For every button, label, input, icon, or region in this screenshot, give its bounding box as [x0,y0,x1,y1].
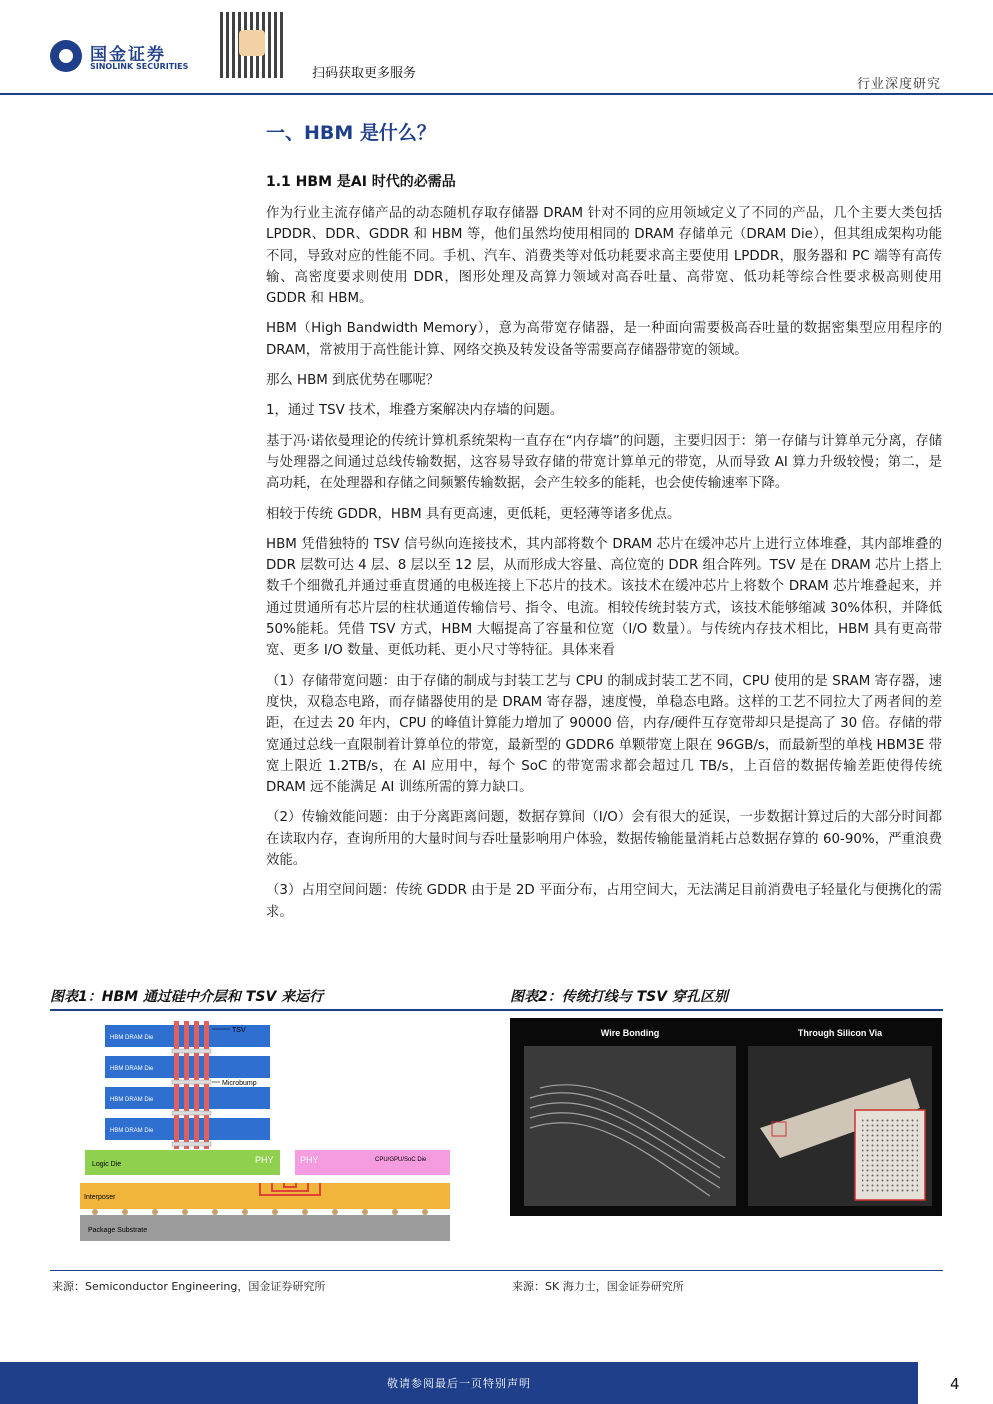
paragraph: 基于冯·诺依曼理论的传统计算机系统架构一直存在“内存墙”的问题，主要归因于：第一存储与计算单元分离，存储与处理器之间通过总线传输数据，这容易导致存储的带宽计算单元的带宽，从而导致 AI 算力升级较慢；第二，是高功耗，在处理器和存储之间频繁传输数据，会产生较多的能耗，也会使传输速率下降。 [266,433,942,492]
tsv-photo-label: Through Silicon Via [797,1028,883,1038]
qr-center-logo-icon [239,30,265,56]
logo-english: SINOLINK SECURITIES [90,62,189,71]
logo-chinese: 国金证券 [90,45,166,65]
tsv-label: TSV [232,1027,246,1034]
report-type: 行业深度研究 [856,77,941,92]
wirebond-tsv-photo [510,1018,942,1216]
paragraph: （3）占用空间问题：传统 GDDR 由于是 2D 平面分布，占用空间大，无法满足目前消费电子轻量化与便携化的需求。 [266,883,942,920]
main-content [266,118,942,932]
page-header [0,0,993,95]
figure1-caption: 图表1：HBM 通过硅中介层和 TSV 来运行 [50,989,324,1005]
paragraph: 1，通过 TSV 技术，堆叠方案解决内存墙的问题。 [266,403,564,419]
paragraph: （1）存储带宽问题：由于存储的制成与封装工艺与 CPU 的制成封装工艺不同，CPU 使用的是 SRAM 寄存器，速度快，双稳态电路，而存储器使用的是 DRAM 寄存器，速度慢，单稳态电路。这样的工艺不同拉大了两者间的差距，在过去 20 年内，CPU 的峰值计算能力增加了 90000 倍，内存/硬件互存宽带却只是提高了 30 倍。存储的带宽通过总线一直限制着计算单位的带宽，最新型的 GDDR6 单颗带宽上限在 96GB/s，而最新型的单栈 HBM3E 带宽上限近 1.2TB/s，在 AI 应用中，每个 SoC 的带宽需求都会超过几 TB/s，上百倍的数据传输差距使得传统 DRAM 远不能满足 AI 训练所需的算力缺口。 [266,673,942,796]
paragraph: 相较于传统 GDDR，HBM 具有更高速，更低耗，更轻薄等诸多优点。 [266,506,681,522]
substrate-label: Package Substrate [88,1227,148,1234]
footer-disclaimer: 敬请参阅最后一页特别声明 [387,1377,531,1390]
qr-caption: 扫码获取更多服务 [312,66,417,81]
phy-left-label: PHY [255,1155,274,1165]
hbm-stack-diagram [50,1015,460,1265]
paragraph: 那么 HBM 到底优势在哪呢？ [266,373,440,389]
dram-label: HBM DRAM Die [110,1066,154,1072]
wire-bonding-label: Wire Bonding [600,1028,660,1038]
figure1-source: 来源：Semiconductor Engineering，国金证券研究所 [52,1280,326,1293]
dram-label: HBM DRAM Die [110,1128,154,1134]
figure2-caption: 图表2：传统打线与 TSV 穿孔区别 [510,989,728,1005]
phy-right-label: PHY [300,1155,319,1165]
logic-die-label: Logic Die [92,1161,122,1168]
page-footer [0,1362,918,1404]
source-divider [50,1270,943,1271]
microbump-label: Microbump [222,1080,257,1087]
paragraph: 作为行业主流存储产品的动态随机存取存储器 DRAM 针对不同的应用领域定义了不同的产品，几个主要大类包括 LPDDR、DDR、GDDR 和 HBM 等，他们虽然均使用相同的 DRAM 存储单元（DRAM Die），但其组成架构功能不同，导致对应的性能不同。手机、汽车、消费类等对低功耗要求高主要使用 LPDDR，服务器和 PC 端等有高传输、高密度要求则使用 DDR，图形处理及高算力领域对高吞吐量、高带宽、低功耗等综合性要求极高则使用 GDDR 和 HBM。 [266,206,942,307]
paragraph: （2）传输效能问题：由于分离距离问题，数据存算间（I/O）会有很大的延误，一步数据计算过后的大部分时间都在读取内存，查询所用的大量时间与吞吐量影响用户体验，数据传输能量消耗占总数据存算的 60-90%，严重浪费效能。 [266,810,942,869]
interposer-label: Interposer [84,1194,116,1201]
paragraph: HBM 凭借独特的 TSV 信号纵向连接技术，其内部将数个 DRAM 芯片在缓冲芯片上进行立体堆叠，其内部堆叠的 DDR 层数可达 4 层、8 层以至 12 层，从而形成大容量、高位宽的 DDR 组合阵列。TSV 是在 DRAM 芯片上搭上数千个细微孔并通过垂直贯通的电极连接上下芯片的技术。该技术在缓冲芯片上将数个 DRAM 芯片堆叠起来，并通过贯通所有芯片层的柱状通道传输信号、指令、电流。相较传统封装方式，该技术能够缩减 30%体积，并降低 50%能耗。凭借 TSV 方式，HBM 大幅提高了容量和位宽（I/O 数量）。与传统内存技术相比，HBM 具有更高带宽、更多 I/O 数量、更低功耗、更小尺寸等特征。具体来看 [266,536,943,659]
sinolink-logo-icon [50,40,82,72]
dram-label: HBM DRAM Die [110,1035,154,1041]
caption-divider [50,1009,943,1011]
section-title: 一、HBM 是什么？ [266,122,436,144]
dram-label: HBM DRAM Die [110,1097,154,1103]
soc-label: CPU/GPU/SoC Die [375,1157,427,1163]
paragraph: HBM（High Bandwidth Memory），意为高带宽存储器，是一种面向需要极高吞吐量的数据密集型应用程序的 DRAM，常被用于高性能计算、网络交换及转发设备等需要高存储器带宽的领域。 [266,321,942,358]
page-number: 4 [950,1375,960,1393]
header-divider [0,93,993,95]
subsection-title: 1.1 HBM 是AI 时代的必需品 [266,174,456,190]
figure2-source: 来源：SK 海力士，国金证券研究所 [512,1280,684,1293]
